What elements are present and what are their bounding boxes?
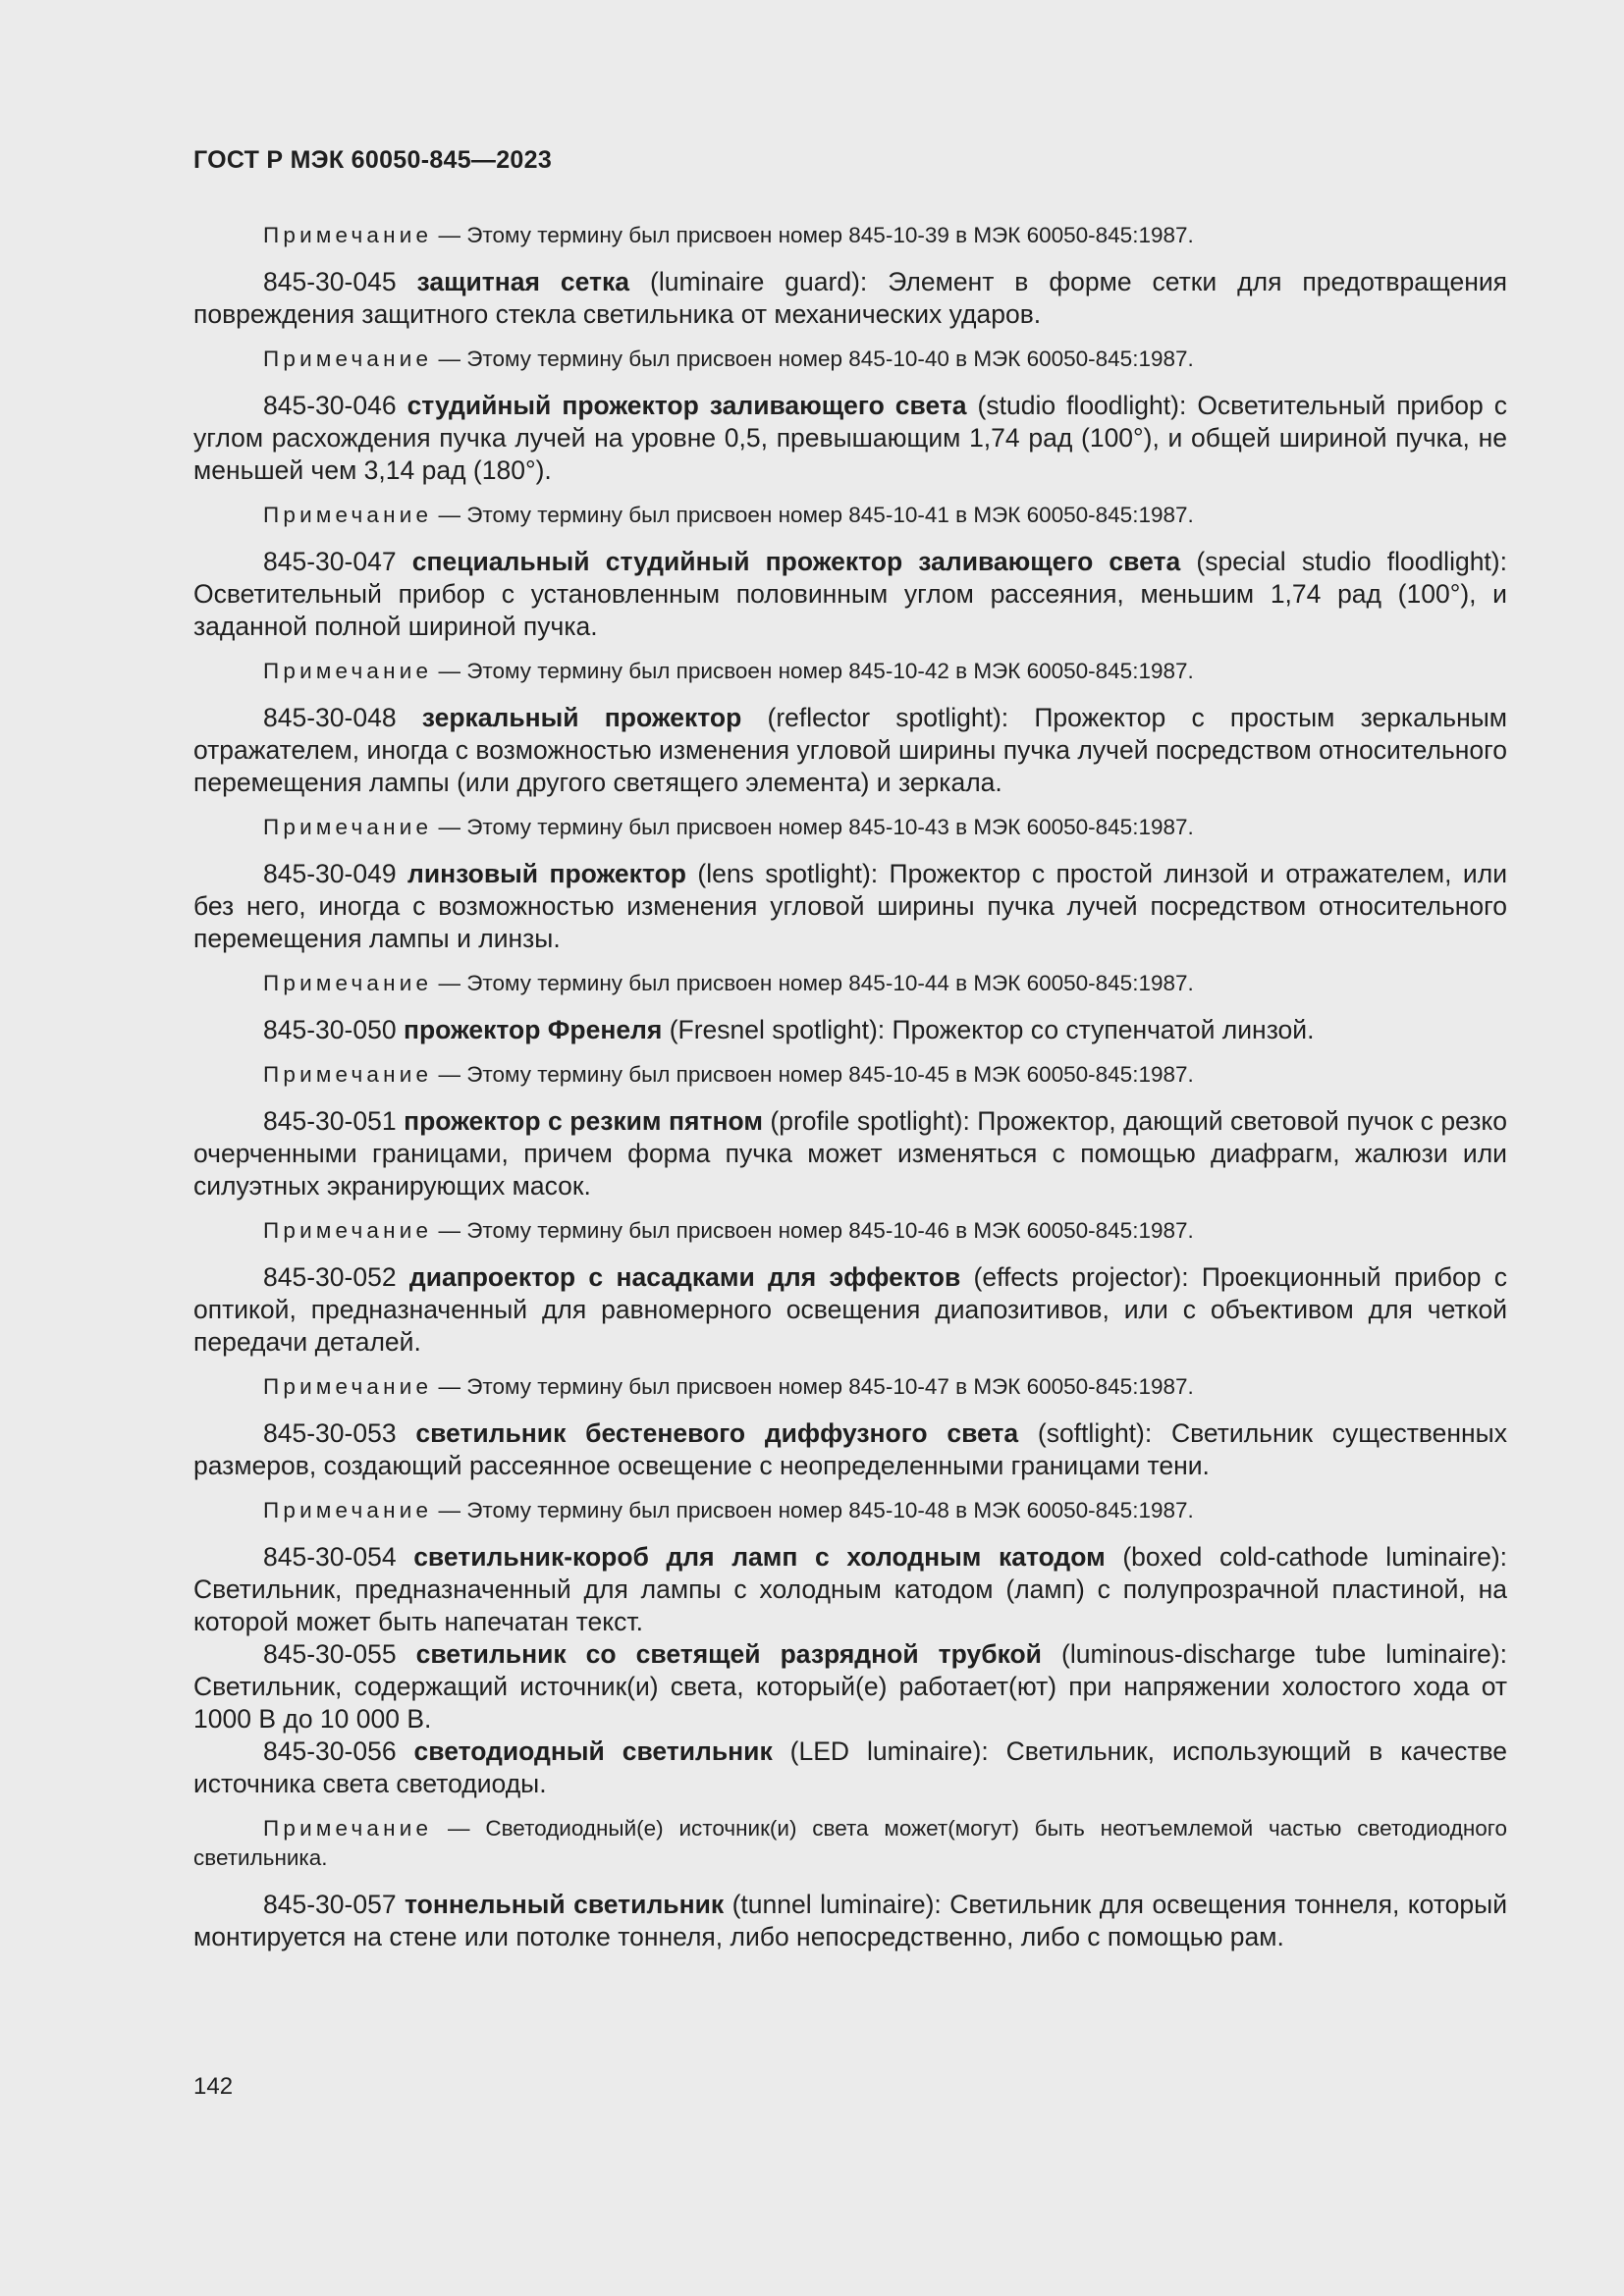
- note-label: Примечание: [263, 815, 433, 839]
- term-entry: [193, 1735, 1507, 1800]
- term-definition: (profile spotlight): Прожектор, дающий световой пучок с резко очерченными границами, причем форма пучка может изменяться с помощью диафрагм, жалюзи или силуэтных экранирующих масок.: [193, 1106, 1507, 1201]
- term-name: прожектор Френеля: [403, 1015, 663, 1044]
- term-number: 845-30-050: [263, 1015, 397, 1044]
- document-body: [193, 221, 1507, 1953]
- term-name: диапроектор с насадками для эффектов: [408, 1262, 961, 1292]
- term-number: 845-30-049: [263, 859, 397, 888]
- term-entry: [193, 1417, 1507, 1482]
- term-definition: (special studio floodlight): Осветительный прибор с установленным половинным углом рассеяния, меньшим 1,74 рад (100°), и заданной полной шириной пучка.: [193, 547, 1507, 641]
- term-name: светильник со светящей разрядной трубкой: [415, 1639, 1042, 1669]
- note-text: — Этому термину был присвоен номер 845-10-42 в МЭК 60050-845:1987.: [432, 659, 1194, 683]
- term-entry: [193, 1889, 1507, 1953]
- term-entry: [193, 546, 1507, 643]
- note-text: — Этому термину был присвоен номер 845-10-47 в МЭК 60050-845:1987.: [432, 1374, 1194, 1399]
- term-definition: (reflector spotlight): Прожектор с простым зеркальным отражателем, иногда с возможностью изменения угловой ширины пучка лучей посредством относительного перемещения лампы (или другого светящего элемента) и зеркала.: [193, 703, 1508, 797]
- note-text: — Этому термину был присвоен номер 845-10-41 в МЭК 60050-845:1987.: [432, 503, 1194, 527]
- term-entry: [193, 266, 1507, 331]
- term-name: светильник-короб для ламп с холодным катодом: [413, 1542, 1106, 1572]
- term-number: 845-30-051: [263, 1106, 397, 1136]
- note-paragraph: [193, 1060, 1507, 1090]
- note-label: Примечание: [263, 659, 433, 683]
- term-name: линзовый прожектор: [407, 859, 686, 888]
- term-number: 845-30-045: [263, 267, 397, 296]
- term-entry: [193, 1638, 1507, 1735]
- note-text: — Светодиодный(е) источник(и) света может(могут) быть неотъемлемой частью светодиодного светильника.: [193, 1816, 1507, 1870]
- term-number: 845-30-055: [263, 1639, 397, 1669]
- note-paragraph: [193, 221, 1507, 250]
- note-paragraph: [193, 1372, 1507, 1402]
- note-label: Примечание: [263, 223, 433, 247]
- term-definition: (luminaire guard): Элемент в форме сетки для предотвращения повреждения защитного стекла светильника от механических ударов.: [193, 267, 1507, 329]
- term-number: 845-30-048: [263, 703, 397, 732]
- term-name: светильник бестеневого диффузного света: [415, 1418, 1019, 1448]
- note-label: Примечание: [263, 1374, 433, 1399]
- term-entry: [193, 702, 1507, 799]
- term-entry: [193, 858, 1507, 955]
- term-definition: (lens spotlight): Прожектор с простой линзой и отражателем, или без него, иногда с возможностью изменения угловой ширины пучка лучей посредством относительного перемещения лампы и линзы.: [193, 859, 1507, 953]
- term-number: 845-30-046: [263, 391, 397, 420]
- term-definition: (boxed cold-cathode luminaire): Светильник, предназначенный для лампы с холодным катодом (ламп) с полупрозрачной пластиной, на которой может быть напечатан текст.: [193, 1542, 1508, 1636]
- term-definition: (Fresnel spotlight): Прожектор со ступенчатой линзой.: [662, 1015, 1315, 1044]
- term-name: прожектор с резким пятном: [404, 1106, 763, 1136]
- term-name: студийный прожектор заливающего света: [406, 391, 967, 420]
- term-name: светодиодный светильник: [413, 1736, 773, 1766]
- note-text: — Этому термину был присвоен номер 845-10-43 в МЭК 60050-845:1987.: [432, 815, 1194, 839]
- note-paragraph: [193, 1216, 1507, 1246]
- note-text: — Этому термину был присвоен номер 845-10-46 в МЭК 60050-845:1987.: [432, 1218, 1194, 1243]
- term-entry: [193, 1541, 1507, 1638]
- term-definition: (studio floodlight): Осветительный прибор с углом расхождения пучка лучей на уровне 0,5, превышающим 1,74 рад (100°), и общей шириной пучка, не меньшей чем 3,14 рад (180°).: [193, 391, 1507, 485]
- note-paragraph: [193, 969, 1507, 998]
- term-number: 845-30-052: [263, 1262, 397, 1292]
- note-text: — Этому термину был присвоен номер 845-10-44 в МЭК 60050-845:1987.: [432, 971, 1194, 995]
- note-paragraph: [193, 1496, 1507, 1525]
- note-text: — Этому термину был присвоен номер 845-10-48 в МЭК 60050-845:1987.: [432, 1498, 1194, 1522]
- page-number: 142: [193, 2073, 234, 2100]
- term-definition: (softlight): Светильник существенных размеров, создающий рассеянное освещение с неопределенными границами тени.: [193, 1418, 1507, 1480]
- term-name: защитная сетка: [416, 267, 630, 296]
- term-name: зеркальный прожектор: [421, 703, 742, 732]
- term-number: 845-30-053: [263, 1418, 397, 1448]
- document-header: ГОСТ Р МЭК 60050-845—2023: [193, 146, 553, 174]
- note-label: Примечание: [263, 1498, 433, 1522]
- note-text: — Этому термину был присвоен номер 845-10-40 в МЭК 60050-845:1987.: [432, 347, 1194, 371]
- note-label: Примечание: [263, 503, 433, 527]
- term-definition: (effects projector): Проекционный прибор с оптикой, предназначенный для равномерного освещения диапозитивов, или с объективом для четкой передачи деталей.: [193, 1262, 1507, 1357]
- term-entry: [193, 1014, 1507, 1046]
- term-name: тоннельный светильник: [405, 1890, 725, 1919]
- term-definition: (luminous-discharge tube luminaire): Светильник, содержащий источник(и) света, который(е) работает(ют) при напряжении холостого хода от 1000 В до 10 000 В.: [193, 1639, 1507, 1734]
- note-label: Примечание: [263, 1062, 433, 1087]
- term-number: 845-30-056: [263, 1736, 397, 1766]
- note-label: Примечание: [263, 1218, 433, 1243]
- note-paragraph: [193, 345, 1507, 374]
- term-definition: (LED luminaire): Светильник, использующий в качестве источника света светодиоды.: [193, 1736, 1507, 1798]
- term-number: 845-30-047: [263, 547, 397, 576]
- term-entry: [193, 1105, 1507, 1202]
- term-definition: (tunnel luminaire): Светильник для освещения тоннеля, который монтируется на стене или потолке тоннеля, либо непосредственно, либо с помощью рам.: [193, 1890, 1507, 1951]
- term-entry: [193, 390, 1507, 487]
- note-text: — Этому термину был присвоен номер 845-10-39 в МЭК 60050-845:1987.: [432, 223, 1194, 247]
- note-label: Примечание: [263, 1816, 433, 1841]
- term-entry: [193, 1261, 1507, 1359]
- note-paragraph: [193, 1814, 1507, 1873]
- term-number: 845-30-057: [263, 1890, 397, 1919]
- note-label: Примечание: [263, 347, 433, 371]
- note-paragraph: [193, 813, 1507, 842]
- note-paragraph: [193, 657, 1507, 686]
- term-name: специальный студийный прожектор заливающего света: [411, 547, 1181, 576]
- note-paragraph: [193, 501, 1507, 530]
- term-number: 845-30-054: [263, 1542, 397, 1572]
- note-text: — Этому термину был присвоен номер 845-10-45 в МЭК 60050-845:1987.: [432, 1062, 1194, 1087]
- note-label: Примечание: [263, 971, 433, 995]
